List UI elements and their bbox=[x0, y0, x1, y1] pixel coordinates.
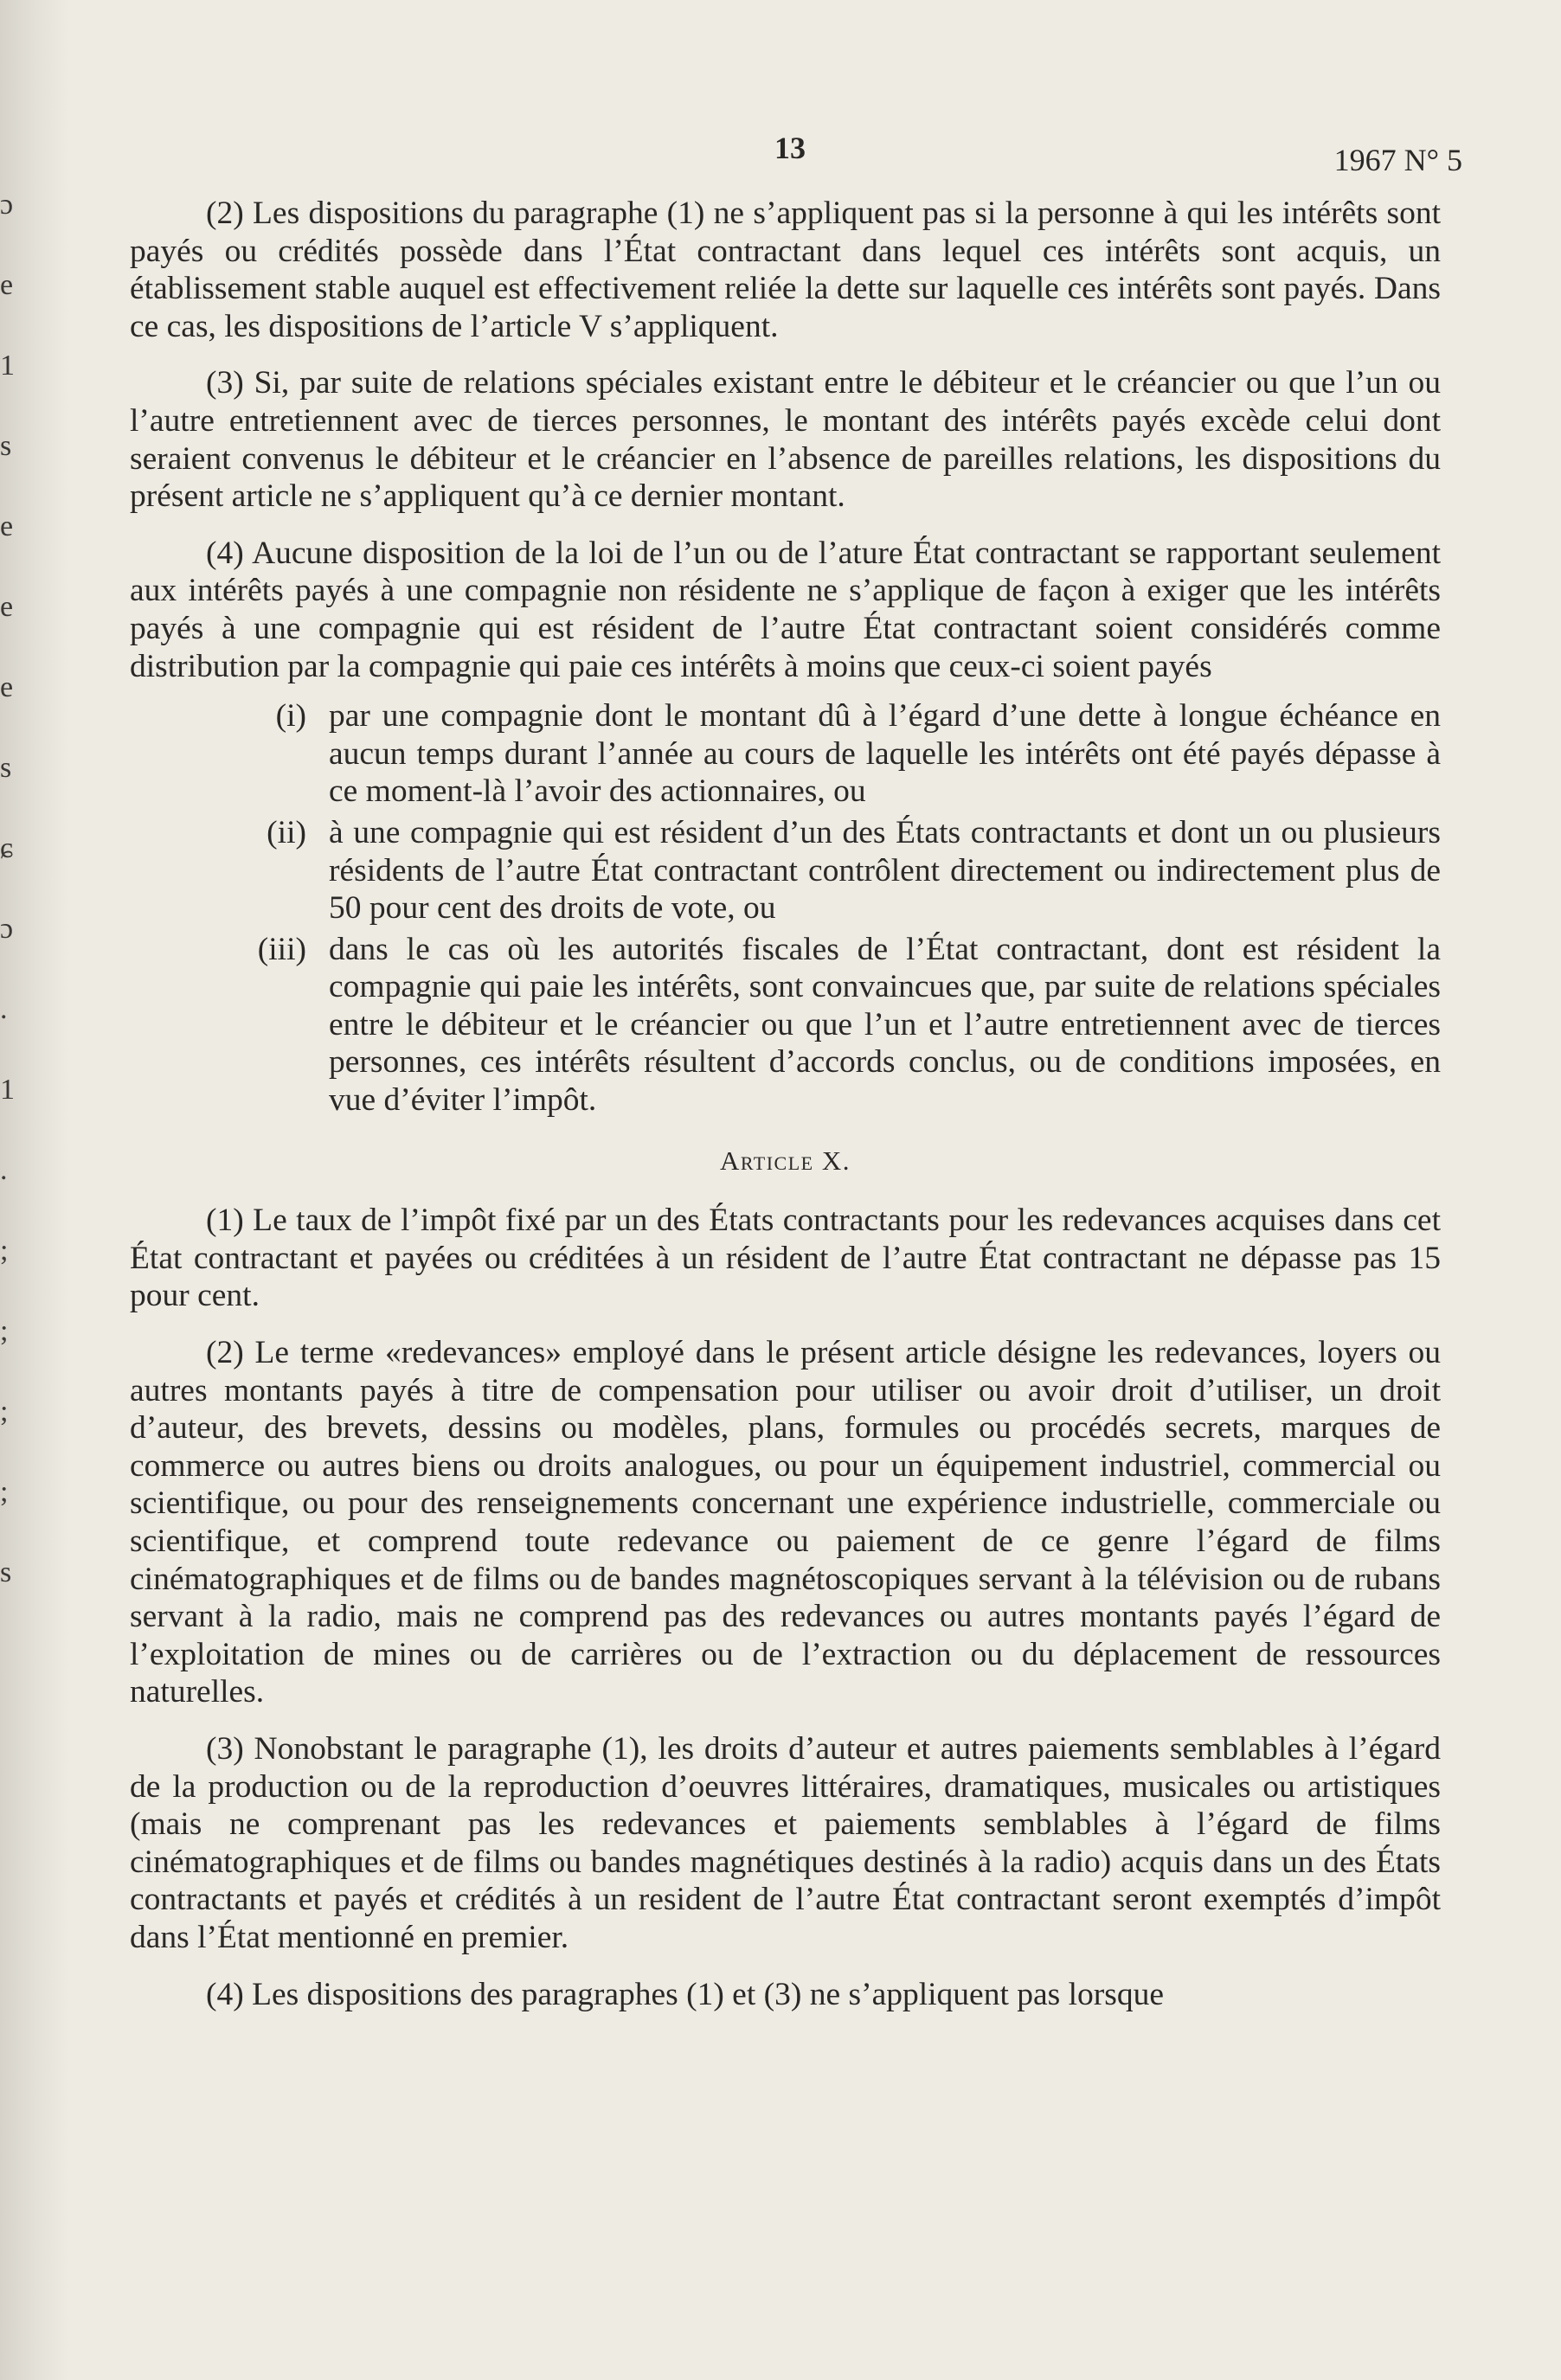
sub-item-text: dans le cas où les autorités fiscales de l’État contractant, dont est résident la compagnie qui paie les intérêts, sont convaincues que, par suite de relations spéciales entre le débiteur et le créancier ou que l’un et l’autre entretiennent avec de tierces personnes, ces intérêts résultent d’accords conclus, ou de conditions imposées, en vue d’éviter l’impôt. bbox=[329, 931, 1441, 1119]
edge-fragment: s bbox=[0, 430, 12, 462]
sub-item-label: (iii) bbox=[257, 931, 306, 967]
sub-item-i bbox=[130, 697, 1441, 811]
edge-fragment: ; bbox=[0, 1315, 9, 1347]
sub-item-iii bbox=[130, 931, 1441, 1119]
edge-fragment: ɔ bbox=[0, 189, 14, 221]
page-number: 13 bbox=[774, 131, 806, 165]
paragraph-4: (4) Aucune disposition de la loi de l’un ou de l’ature État contractant se rapportant seulement aux intérêts payés à une compagnie non résidente ne s’applique de façon à exiger que les intérêts payés à une compagnie qui est résident de l’autre État contractant soient considérés comme distribution par la compagnie qui paie ces intérêts à moins que ceux-ci soient payés bbox=[130, 535, 1441, 684]
sub-item-label: (ii) bbox=[267, 814, 306, 850]
article-x-paragraph-2: (2) Le terme «redevances» employé dans le présent article désigne les redevances, loyers ou autres montants payés à titre de compensation pour utiliser ou avoir droit d’utiliser, un droit d’auteur, des brevets, dessins ou modèles, plans, formules ou procédés secrets, marques de commerce ou autres biens ou droits analogues, ou pour un équipement industriel, commercial ou scientifique, ou pour des renseignements concernant une expérience industrielle, commerciale ou scientifique, et comprend toute redevance ou paiement de ce genre l’égard de films cinématographiques et de films ou de bandes magnétoscopiques servant à la télévision ou de rubans servant à la radio, mais ne comprend pas des redevances ou autres montants payés l’égard de l’exploitation de mines ou de carrières ou de l’extraction ou du déplacement de ressources naturelles. bbox=[130, 1335, 1441, 1710]
sub-item-text: à une compagnie qui est résident d’un des États contractants et dont un ou plusieurs résidents de l’autre État contractant contrôlent directement ou indirectement plus de 50 pour cent des droits de vote, ou bbox=[329, 814, 1441, 927]
page-header bbox=[112, 130, 1462, 182]
edge-fragment: s bbox=[0, 1556, 12, 1588]
document-body bbox=[130, 195, 1441, 2032]
sub-item-ii bbox=[130, 814, 1441, 927]
article-x-paragraph-3: (3) Nonobstant le paragraphe (1), les droits d’auteur et autres paiements semblables à l’égard de la production ou de la reproduction d’oeuvres littéraires, dramatiques, musicales ou artistiques (mais ne comprenant pas les redevances et paiements semblables à l’égard de films cinématographiques et de films ou bandes magnétiques destinés à la radio) acquis dans un des États contractants et payés et crédités à un resident de l’autre État contractant seront exemptés d’impôt dans l’État mentionné en premier. bbox=[130, 1730, 1441, 1955]
edge-fragment: e bbox=[0, 269, 14, 301]
edge-fragment: ; bbox=[0, 1395, 9, 1427]
edge-fragment: e bbox=[0, 671, 14, 703]
sub-item-label: (i) bbox=[275, 698, 306, 735]
facing-page-edge bbox=[0, 190, 16, 1639]
article-x-paragraph-1: (1) Le taux de l’impôt fixé par un des États contractants pour les redevances acquises dans cet État contractant et payées ou créditées à un résident de l’autre État contractant ne dépasse pas 15 pour cent. bbox=[130, 1203, 1441, 1314]
edge-fragment: . bbox=[0, 1154, 8, 1186]
statute-year-number: 1967 N° 5 bbox=[1333, 143, 1462, 177]
paragraph-3: (3) Si, par suite de relations spéciales existant entre le débiteur et le créancier ou que l’un ou l’autre entretiennent avec de tierces personnes, le montant des intérêts payés excède celui dont seraient convenus le débiteur et le créancier en l’absence de pareilles relations, les dispositions du présent article ne s’appliquent qu’à ce dernier montant. bbox=[130, 365, 1441, 515]
edge-fragment: e bbox=[0, 591, 14, 623]
edge-fragment: 1 bbox=[0, 1074, 15, 1106]
article-x-paragraph-4: (4) Les dispositions des paragraphes (1) et (3) ne s’appliquent pas lorsque bbox=[206, 1976, 1165, 2012]
edge-fragment: ; bbox=[0, 1235, 9, 1267]
edge-fragment: ɔ bbox=[0, 913, 14, 945]
edge-fragment: . bbox=[0, 993, 8, 1025]
sub-item-text: par une compagnie dont le montant dû à l’égard d’une dette à longue échéance en aucun temps durant l’année au cours de laquelle les intérêts ont été payés dépasse à ce moment-là l’avoir des actionnaires, ou bbox=[329, 698, 1441, 810]
sub-item-list bbox=[130, 697, 1441, 1119]
edge-fragment: 1 bbox=[0, 350, 15, 382]
edge-fragment: s bbox=[0, 752, 12, 784]
edge-fragment: ɕ bbox=[0, 832, 14, 864]
edge-fragment: ; bbox=[0, 1476, 9, 1508]
article-heading: Article X. bbox=[720, 1145, 851, 1176]
paragraph-2: (2) Les dispositions du paragraphe (1) ne s’appliquent pas si la personne à qui les intérêts sont payés ou crédités possède dans l’État contractant dans lequel ces intérêts sont acquis, un établissement stable auquel est effectivement reliée la dette sur laquelle ces intérêts sont payés. Dans ce cas, les dispositions de l’article V s’appliquent. bbox=[130, 196, 1441, 344]
edge-fragment: e bbox=[0, 510, 14, 542]
